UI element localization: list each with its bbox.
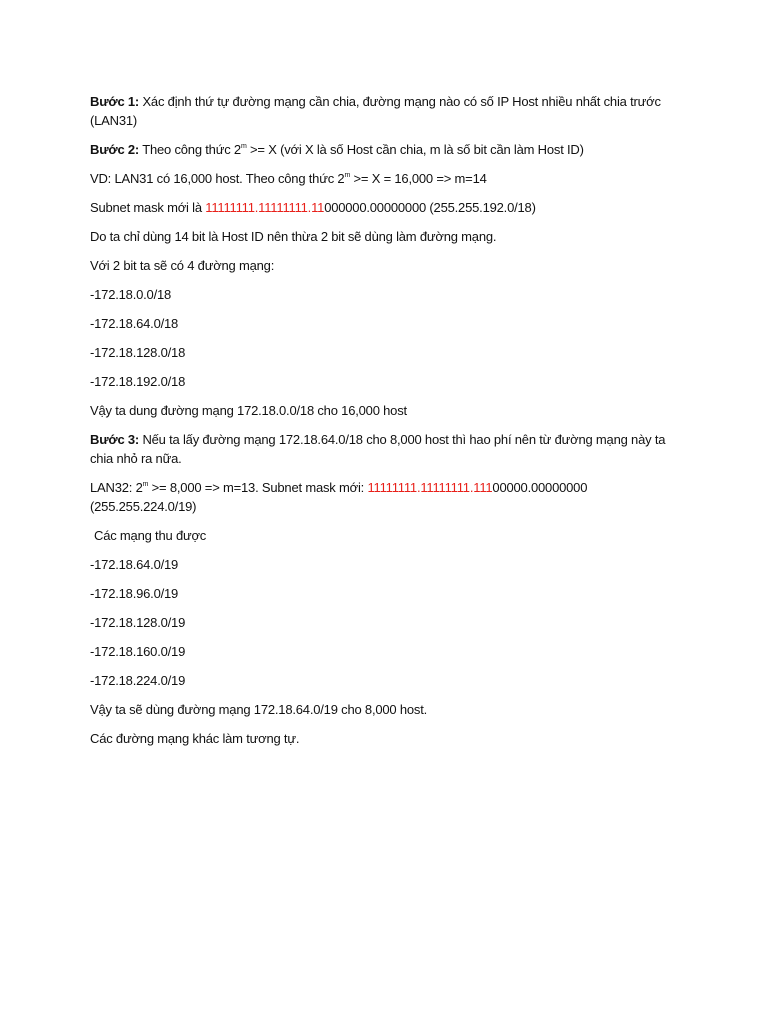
- lan32-text-a: LAN32: 2: [90, 480, 143, 495]
- subnet1-prefix: Subnet mask mới là: [90, 200, 206, 215]
- network18-item: -172.18.128.0/18: [90, 345, 186, 360]
- step3-text: Nếu ta lấy đường mạng 172.18.64.0/18 cho 8,000 host thì hao phí nên từ đường mạng này ta chia nhỏ ra nữa.: [90, 432, 666, 466]
- example-text-a: VD: LAN31 có 16,000 host. Theo công thức 2: [90, 171, 345, 186]
- lan32-suffix: 00000.00000000 (255.255.224.0/19): [90, 480, 588, 514]
- network18-item: -172.18.0.0/18: [90, 287, 172, 302]
- subnet1-network-bits: 11111111.11111111.11: [205, 200, 325, 215]
- subnet1-paragraph: [90, 198, 680, 217]
- example-text-b: >= X = 16,000 => m=14: [350, 171, 487, 186]
- step2-text-a: Theo công thức 2: [139, 142, 241, 157]
- step3-label: Bước 3:: [90, 432, 140, 447]
- explain1-paragraph: Do ta chỉ dùng 14 bit là Host ID nên thừa 2 bit sẽ dùng làm đường mạng.: [90, 229, 497, 244]
- step3-paragraph: [90, 430, 680, 468]
- document-page: [90, 92, 680, 758]
- step1-text: Xác định thứ tự đường mạng cần chia, đường mạng nào có số IP Host nhiều nhất chia trước (LAN31): [90, 94, 661, 128]
- step2-exponent: m: [240, 143, 247, 150]
- example-paragraph: [90, 169, 680, 188]
- explain2-paragraph: Với 2 bit ta sẽ có 4 đường mạng:: [90, 258, 275, 273]
- step2-text-b: >= X (với X là số Host cần chia, m là số bit cần làm Host ID): [246, 142, 584, 157]
- network18-item: -172.18.192.0/18: [90, 374, 186, 389]
- lan32-paragraph: [90, 478, 680, 516]
- step2-label: Bước 2:: [90, 142, 140, 157]
- step1-paragraph: [90, 92, 680, 130]
- network19-item: -172.18.128.0/19: [90, 615, 186, 630]
- conclusion3-paragraph: Các đường mạng khác làm tương tự.: [90, 731, 300, 746]
- network19-item: -172.18.96.0/19: [90, 586, 179, 601]
- step1-label: Bước 1:: [90, 94, 140, 109]
- network19-item: -172.18.160.0/19: [90, 644, 186, 659]
- network19-item: -172.18.224.0/19: [90, 673, 186, 688]
- step2-paragraph: [90, 140, 680, 159]
- lan32-text-b: >= 8,000 => m=13. Subnet mask mới:: [148, 480, 368, 495]
- network18-item: -172.18.64.0/18: [90, 316, 179, 331]
- network19-item: -172.18.64.0/19: [90, 557, 179, 572]
- lan32-network-bits: 11111111.11111111.111: [367, 480, 493, 495]
- conclusion1-paragraph: Vậy ta dung đường mạng 172.18.0.0/18 cho 16,000 host: [90, 403, 407, 418]
- lan32-exponent: m: [142, 481, 149, 488]
- example-exponent: m: [344, 172, 351, 179]
- subnet1-suffix: 000000.00000000 (255.255.192.0/18): [324, 200, 536, 215]
- conclusion2-paragraph: Vậy ta sẽ dùng đường mạng 172.18.64.0/19 cho 8,000 host.: [90, 702, 428, 717]
- networks-title: Các mạng thu được: [94, 528, 207, 543]
